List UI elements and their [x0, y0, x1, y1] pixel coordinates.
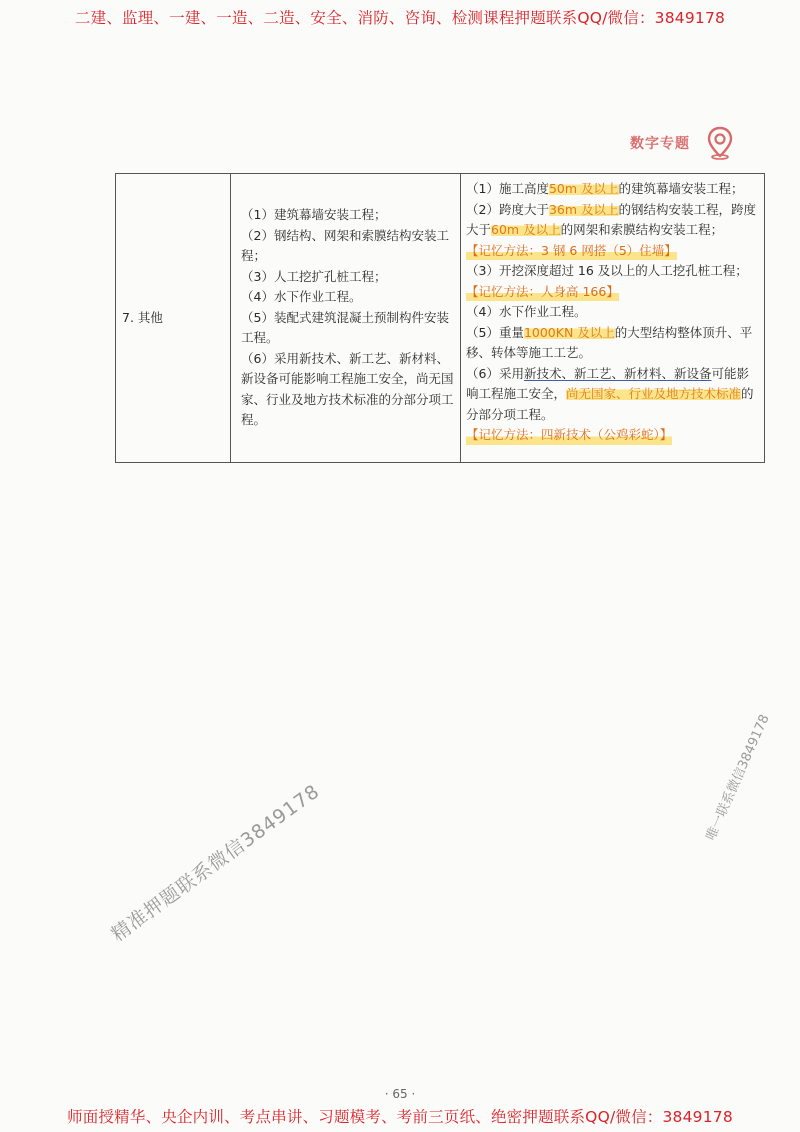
location-pin-icon — [707, 126, 733, 160]
criteria-item-3: （3）开挖深度超过 16 及以上的人工挖孔桩工程； — [466, 263, 748, 278]
watermark: 精准押题联系微信3849178 — [107, 780, 324, 947]
underline: 新技术、新工艺、新材料、新设备 — [523, 365, 712, 381]
bottom-contact-banner: 师面授精华、央企内训、考点串讲、习题模考、考前三页纸、绝密押题联系QQ/微信：3849178 — [67, 1108, 733, 1126]
list-item: （1）建筑幕墙安装工程； — [241, 207, 387, 223]
highlight: 尚无国家、行业及地方技术标准 — [566, 386, 742, 401]
top-contact-banner: 二建、监理、一建、一造、二造、安全、消防、咨询、检测课程押题联系QQ/微信：3849178 — [74, 9, 726, 27]
highlight: 60m 及以上 — [491, 222, 561, 237]
list-item: （2）钢结构、网架和索膜结构安装工程； — [241, 227, 449, 264]
criteria-item-6: （6）采用新技术、新工艺、新材料、新设备可能影响工程施工安全，尚无国家、行业及地方技术标准的分部分项工程。 — [466, 365, 754, 422]
watermark: 唯一联系微信3849178 — [703, 712, 773, 843]
list-item: （6）采用新技术、新工艺、新材料、新设备可能影响工程施工安全，尚无国家、行业及地方技术标准的分部分项工程。 — [241, 350, 454, 428]
criteria-cell — [461, 174, 765, 463]
category-cell: 7. 其他 — [116, 174, 231, 463]
section-label: 数字专题 — [630, 136, 690, 152]
criteria-item-2: （2）跨度大于36m 及以上的钢结构安装工程，跨度大于60m 及以上的网架和索膜结构安装工程； — [466, 201, 757, 237]
list-item: （4）水下作业工程。 — [241, 289, 362, 305]
item-list-cell — [231, 174, 461, 463]
highlight: 50m 及以上 — [548, 181, 619, 196]
table-row — [116, 174, 765, 463]
memory-tip: 【记忆方法：人身高 166】 — [466, 282, 619, 303]
criteria-item-1: （1）施工高度50m 及以上的建筑幕墙安装工程； — [466, 181, 744, 196]
memory-tip: 【记忆方法：3 钢 6 网搭（5）住墙】 — [466, 241, 677, 262]
highlight: 1000KN 及以上 — [523, 324, 615, 340]
criteria-item-5: （5）重量1000KN 及以上的大型结构整体顶升、平移、转体等施工工艺。 — [466, 324, 753, 360]
page-number: · 65 · — [384, 1087, 416, 1101]
list-item: （3）人工挖扩孔桩工程； — [241, 268, 387, 284]
list-item: （5）装配式建筑混凝土预制构件安装工程。 — [241, 309, 449, 346]
criteria-item-4: （4）水下作业工程。 — [466, 304, 587, 319]
highlight: 36m 及以上 — [548, 201, 619, 217]
memory-tip: 【记忆方法：四新技术（公鸡彩蛇）】 — [466, 425, 672, 446]
construction-items-table — [115, 173, 765, 463]
